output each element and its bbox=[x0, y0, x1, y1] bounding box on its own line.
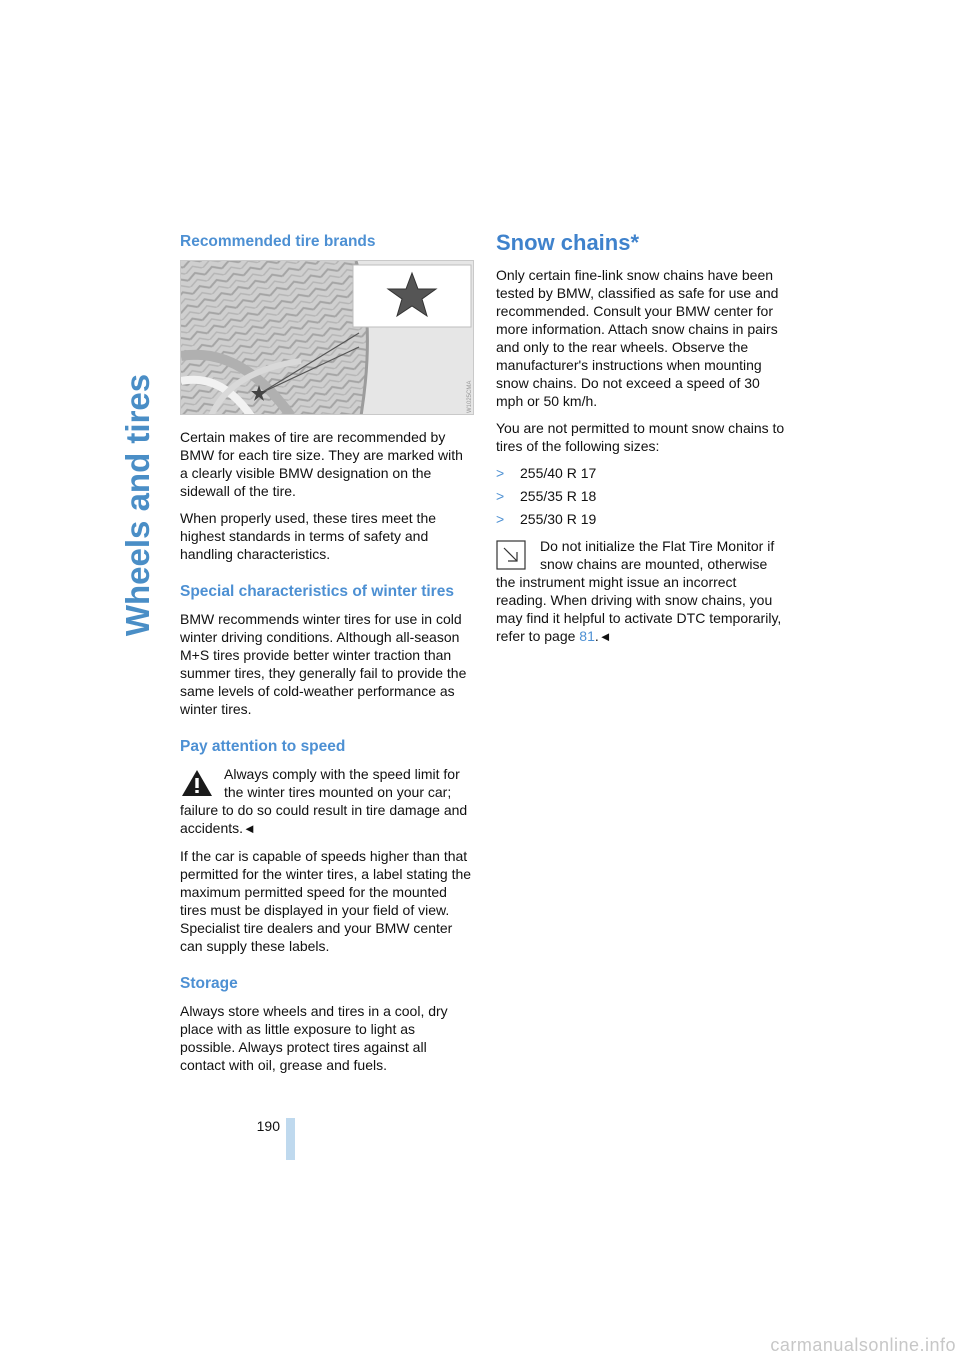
paragraph-recommended-1: Certain makes of tire are recommended by BMW for each tire size. They are marked with a clearly visible BMW designation on the sidewall of the tire. bbox=[180, 429, 463, 499]
paragraph-speed: If the car is capable of speeds higher than that permitted for the winter tires, a label stating the maximum permitted speed for the mounted tires must be displayed in your field of view. Specialist tire dealers and your BMW center can supply these labels. bbox=[180, 848, 472, 954]
end-mark: ◄ bbox=[598, 629, 612, 644]
paragraph-winter: BMW recommends winter tires for use in cold winter driving conditions. Although all-season M+S tires provide better winter traction than summer tires, they generally fail to provide the same levels of cold-weather performance as winter tires. bbox=[180, 611, 467, 717]
bullet-icon: > bbox=[496, 488, 505, 504]
side-title bbox=[113, 225, 163, 785]
note-arrow-icon bbox=[496, 540, 530, 570]
chains-note-text: Do not initialize the Flat Tire Monitor if snow chains are mounted, otherwise the instrument might issue an incorrect reading. When driving with snow chains, you may find it helpful to activate DTC temporarily, refer to page bbox=[496, 538, 782, 644]
list-item: > 255/40 R 17 bbox=[496, 465, 597, 481]
paragraph-chains-2: You are not permitted to mount snow chains to tires of the following sizes: bbox=[496, 420, 785, 454]
tire-size-list bbox=[496, 464, 788, 528]
paragraph-chains-1: Only certain fine-link snow chains have been tested by BMW, classified as safe for use and recommended. Consult your BMW center for more information. Attach snow chains in pairs and only to the rear wheels. Observe the manufacturer's instructions when mounting snow chains. Do not exceed a speed of 30 mph or 50 km/h. bbox=[496, 267, 779, 409]
page-81-link[interactable]: 81 bbox=[579, 628, 595, 644]
speed-warning-note bbox=[180, 765, 472, 838]
page-number: 190 bbox=[256, 1118, 280, 1134]
tire-illustration bbox=[181, 261, 474, 415]
heading-storage: Storage bbox=[180, 975, 238, 992]
tire-star-figure bbox=[180, 260, 474, 415]
bullet-icon: > bbox=[496, 511, 505, 527]
heading-speed: Pay attention to speed bbox=[180, 738, 346, 755]
paragraph-recommended-2: When properly used, these tires meet the highest standards in terms of safety and handling characteristics. bbox=[180, 510, 437, 562]
speed-warning-text: Always comply with the speed limit for the winter tires mounted on your car; failure to do so could result in tire damage and accidents. bbox=[180, 766, 468, 836]
warning-icon bbox=[180, 768, 214, 798]
right-column bbox=[496, 230, 788, 655]
watermark: carmanualsonline.info bbox=[770, 1335, 956, 1355]
list-item: > 255/35 R 18 bbox=[496, 488, 597, 504]
side-title-text: Wheels and tires bbox=[119, 373, 156, 637]
figure-code: W1025CMA bbox=[467, 380, 473, 413]
paragraph-storage: Always store wheels and tires in a cool, dry place with as little exposure to light as possible. Always protect tires against all contact with oil, grease and fuels. bbox=[180, 1003, 448, 1073]
heading-winter-tires: Special characteristics of winter tires bbox=[180, 583, 454, 600]
bullet-icon: > bbox=[496, 465, 505, 481]
page-bar bbox=[286, 1118, 295, 1160]
left-column bbox=[180, 232, 472, 1083]
end-mark: ◄ bbox=[243, 821, 256, 836]
heading-snow-chains: Snow chains* bbox=[496, 230, 640, 255]
list-item: > 255/30 R 19 bbox=[496, 511, 597, 527]
chains-note: Do not initialize the Flat Tire Monitor if snow chains are mounted, otherwise the instrument might issue an incorrect reading. When driving with snow chains, you may find it helpful to activate DTC temporarily, refer to page 81.◄ bbox=[496, 538, 782, 644]
heading-recommended-tire-brands: Recommended tire brands bbox=[180, 233, 376, 250]
